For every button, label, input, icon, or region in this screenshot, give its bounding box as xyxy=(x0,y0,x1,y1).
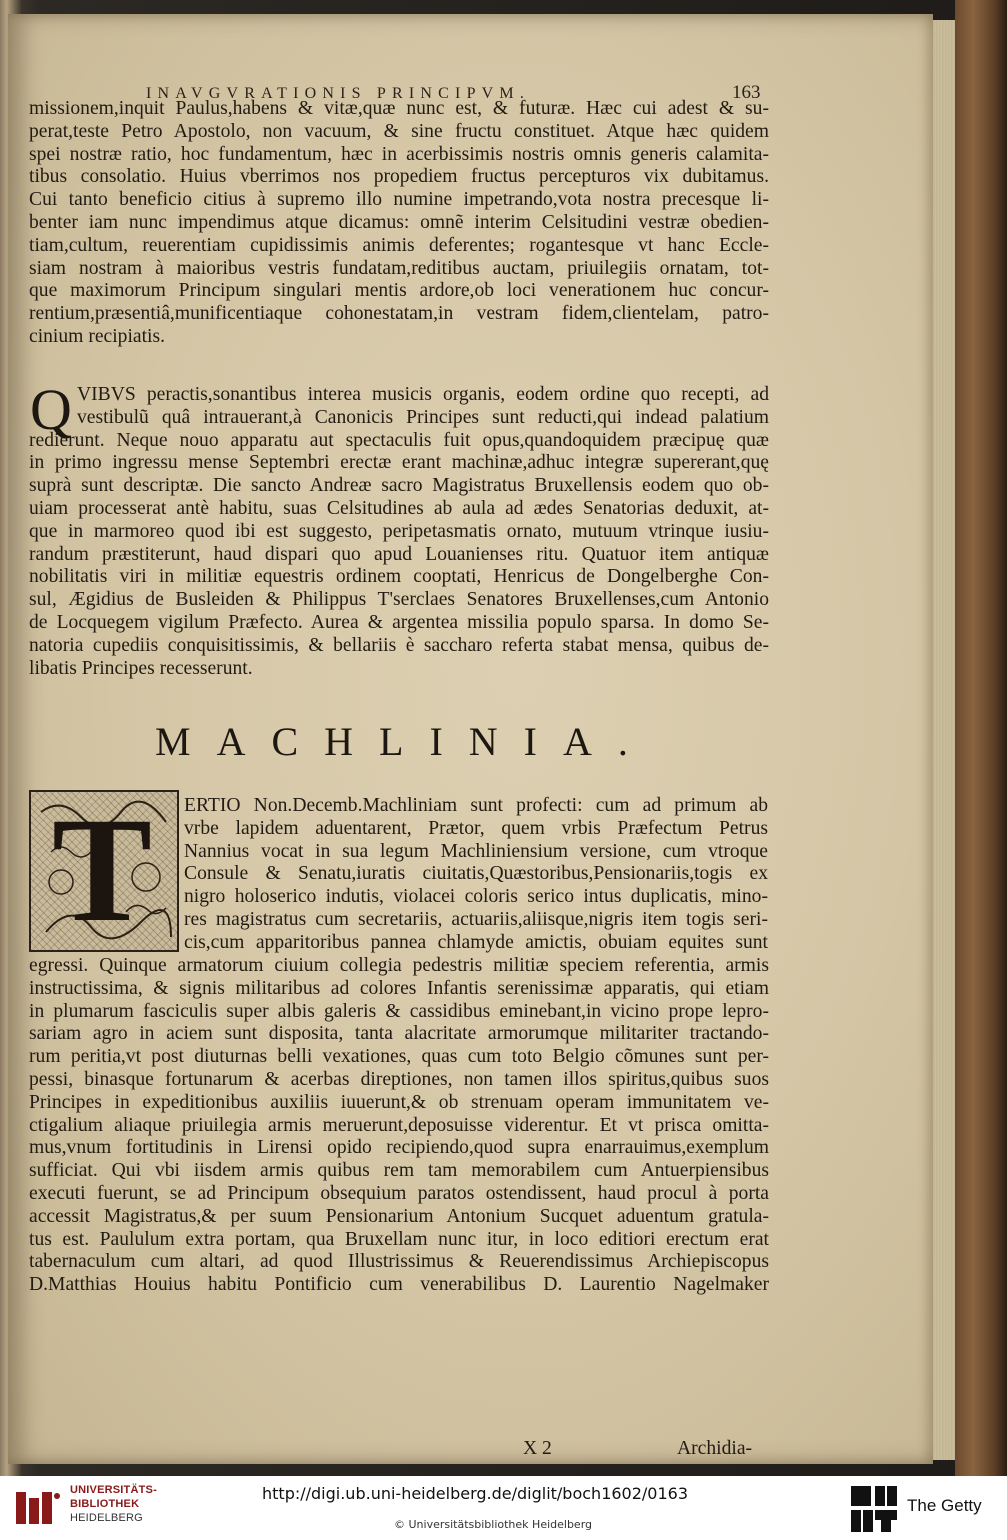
text-line: missionem,inquit Paulus,habens & vitæ,quæ nunc est, & futuræ. Hæc cui adest & su- xyxy=(29,98,769,119)
text-line: randum præstiterunt, haud dispari quo apud Louanienses ritu. Quatuor item antiquæ xyxy=(29,543,769,565)
getty-label: The Getty xyxy=(907,1496,982,1515)
text-line: res magistratus cum secretariis, actuariis,aliisque,nigris item togis seri- xyxy=(184,908,768,930)
text-line: suprà sunt descriptæ. Die sancto Andreæ sacro Magistratus Bruxellensis eodem quo ob- xyxy=(29,475,769,497)
footer-bar xyxy=(0,1476,1007,1540)
text-line: tus est. Paululum extra portam, qua Bruxellam nunc itur, in loco editiori erectum erat xyxy=(29,1228,769,1250)
text-line: sul, Ægidius de Busleiden & Philippus T'serclaes Senatores Bruxellenses,cum Antonio xyxy=(29,589,769,611)
text-line: cinium recipiatis. xyxy=(29,325,166,347)
text-line: nigro holoserico indutis, violacei coloris serico intus duplicatis, mino- xyxy=(184,886,768,908)
text-line: in plumarum fasciculis super albis galeris & cassidibus eminebant,in vicino prope lepro- xyxy=(29,1000,769,1022)
text-line: de Locquegem vigilum Præfecto. Aurea & argentea missilia populo sparsa. In domo Se- xyxy=(29,611,769,633)
text-line: Consule & Senatu,iuratis ciuitatis,Quæstoribus,Pensionariis,togis ex xyxy=(184,863,768,885)
text-line: tabernaculum cum altari, ad quod Illustrissimus & Reuerendissimus Archiepiscopus xyxy=(29,1251,769,1273)
book-cover-edge xyxy=(955,0,1007,1476)
text-line: uiam processerat antè habitu, suas Celsitudines ab aula ad ædes Senatorias deduxit, at- xyxy=(29,497,769,519)
text-line: rentium,præsentiâ,munificentiaque cohonestatam,in vestram fidem,clientelam, patro- xyxy=(29,303,769,325)
text-line: Cui tanto beneficio citius à supremo illo numine impetrando,vota nostra precesque li- xyxy=(29,189,769,211)
text-line: sufficiat. Qui vbi iisdem armis quibus rem tam memorabilem cum Antuerpiensibus xyxy=(29,1160,769,1182)
signature-mark: X 2 xyxy=(523,1438,552,1459)
text-line: Principes in expeditionibus auxiliis iuuerunt,& ob strenuam operam immunitatem ve- xyxy=(29,1091,769,1113)
text-line: in primo ingressu mense Septembri erectæ erant machinæ,adhuc integræ supererant,quę xyxy=(29,452,769,474)
page-edges xyxy=(933,20,955,1460)
library-name-line2: BIBLIOTHEK xyxy=(70,1498,140,1510)
running-head: INAVGVRATIONIS PRINCIPVM. xyxy=(146,85,531,102)
text-line: spei nostræ ratio, hoc fundamentum, hæc in acerbissimis nostris omnis generis calamita- xyxy=(29,143,769,165)
paragraph-1 xyxy=(29,98,769,349)
text-line: Nannius vocat in sua legum Machliniensium versione, cum vtroque xyxy=(184,840,768,862)
text-line: redierunt. Neque nouo apparatu aut spectaculis fuit opus,quandoquidem præcipuę quæ xyxy=(29,429,769,451)
text-line: vestibulũ quâ intrauerant,à Canonicis Principes sunt reducti,qui indead palatium xyxy=(77,406,769,428)
text-line: que in marmoreo quod ibi est suggesto, peripetasmatis ornato, mutuum vtrinque iusiu- xyxy=(29,520,769,542)
catchword: Archidia- xyxy=(677,1438,753,1459)
text-line: accessit Magistratus,& per suum Pensionarium Antonium Sucquet aduentum gratula- xyxy=(29,1205,769,1227)
text-line: ERTIO Non.Decemb.Machliniam sunt profecti: cum ad primum ab xyxy=(184,795,768,816)
text-line: cis,cum apparitoribus pannea chlamyde amictis, obuiam equites sunt xyxy=(184,931,768,953)
text-line: rum peritia,vt post diuturnas belli vexationes, quas cum toto Belgio cõmunes sunt per- xyxy=(29,1046,769,1068)
library-name-line1: UNIVERSITÄTS- xyxy=(70,1484,157,1496)
page-number: 163 xyxy=(732,82,761,103)
text-line: sariam agro in aciem sunt disposita, tanta alacritate armorumque militariter tractando- xyxy=(29,1023,769,1045)
initial-T: T xyxy=(52,787,153,953)
initial-Q: Q xyxy=(30,377,72,442)
text-line: libatis Principes recesserunt. xyxy=(29,657,253,679)
text-line: mus,vnum fortitudinis in Lirensi opido recipiendo,quod supra enarrauimus,exemplum xyxy=(29,1137,769,1159)
text-line: executi fuerunt, se ad Principum obsequium paratos ostendissent, haud procul à porta xyxy=(29,1182,769,1204)
text-line: que maximorum Principum singulari mentis ardore,ob loci venerationem huc concur- xyxy=(29,280,769,302)
text-line: vrbe lapidem aduentarent, Prætor, quem vrbis Præfectum Petrus xyxy=(184,817,768,839)
text-line: tiam,cultum, reuerentiam cupidissimis animis deferentes; rogantesque vt hanc Eccle- xyxy=(29,234,769,256)
paragraph-3-indented xyxy=(184,795,768,955)
library-name-line3: HEIDELBERG xyxy=(70,1512,143,1524)
text-line: instructissima, & signis militaribus ad colores Infantis serenissimæ apparatis, qui etiam xyxy=(29,977,769,999)
text-line: natoria cupediis conquisitissimis, & bellariis è saccharo referta stabat mensa, quibus de- xyxy=(29,634,769,656)
permalink-url[interactable]: http://digi.ub.uni-heidelberg.de/diglit/boch1602/0163 xyxy=(262,1484,689,1503)
text-line: pessi, binasque fortunarum & acerbas direptiones, non tamen illos spiritus,quibus suos xyxy=(29,1068,769,1090)
text-line: ctigalium aliaque priuilegia armis meruerunt,deposuisse viderentur. Et vt prisca omitta- xyxy=(29,1114,769,1136)
getty-logo-icon xyxy=(849,1484,899,1534)
text-line: nobilitatis viri in militiæ equestris ordinem cooptati, Henricus de Dongelberghe Con- xyxy=(29,566,769,588)
text-line: tibus consolatio. Huius vberrimos nos propediem fructus percepturos vix dubitamus. xyxy=(29,166,769,188)
copyright-notice: © Universitätsbibliothek Heidelberg xyxy=(394,1518,593,1531)
paragraph-2 xyxy=(29,384,769,680)
text-line: siam nostram à maioribus vestris fundatam,reditibus auctam, priuilegiis ornatam, tot- xyxy=(29,257,769,279)
text-line: egressi. Quinque armatorum ciuium collegia pedestris militiæ speciem referentia, armis xyxy=(29,955,769,976)
text-line: perat,teste Petro Apostolo, non vacuum, & sine fructu constituet. Atque hæc quidem xyxy=(29,120,769,142)
text-line: D.Matthias Houius habitu Pontificio cum venerabilibus D. Laurentio Nagelmaker xyxy=(29,1274,769,1296)
university-library-logo-icon xyxy=(14,1488,62,1528)
text-line: VIBVS peractis,sonantibus interea musicis organis, eodem ordine quo recepti, ad xyxy=(77,384,769,405)
paragraph-3 xyxy=(29,955,769,1297)
section-title: MACHLINIA. xyxy=(155,719,654,764)
text-line: benter iam nunc impendimus atque dicamus: omnẽ interim Celsitudini vestræ obedien- xyxy=(29,211,769,233)
